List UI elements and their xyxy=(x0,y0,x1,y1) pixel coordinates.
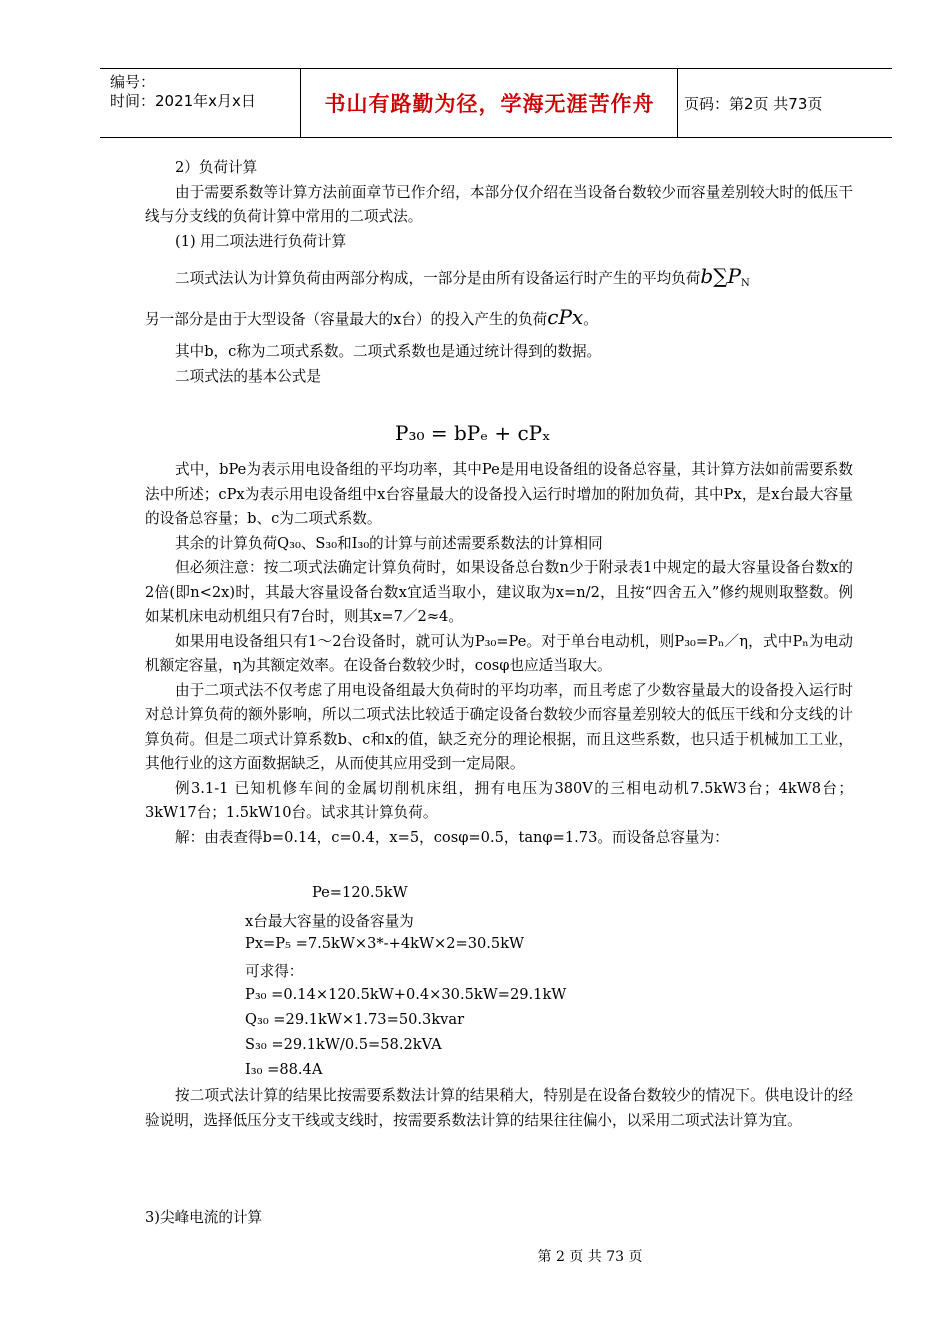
formula-p30: P₃₀ = bPₑ + cPₓ xyxy=(395,421,551,445)
document-body-conclusion xyxy=(145,1084,853,1133)
section-heading-load: 2）负荷计算 xyxy=(175,159,258,176)
paragraph-parts-2-end: 。 xyxy=(583,310,598,328)
paragraph-advantages: 由于二项式法不仅考虑了用电设备组最大负荷时的平均功率，而且考虑了少数容量最大的设备投入运行时对总计算负荷的额外影响，所以二项式法比较适于确定设备台数较少而容量差别较大的低压干线和分支线的计算负荷。但是二项式计算系数b、c和x的值，缺乏充分的理论根据，而且这些系数，也只适于机械加工工业，其他行业的这方面数据缺乏，从而使其应用受到一定局限。 xyxy=(145,681,853,772)
calc-i30: I₃₀ =88.4A xyxy=(245,1061,323,1078)
document-body-continued xyxy=(145,458,853,850)
calc-x-label: x台最大容量的设备容量为 xyxy=(245,913,414,930)
header-motto: 书山有路勤为径，学海无涯苦作舟 xyxy=(324,92,655,116)
doc-time-label: 时间：2021年x月x日 xyxy=(110,92,256,110)
header-page-info: 页码：第2页 共73页 xyxy=(684,94,823,113)
paragraph-coefficients: 其中b，c称为二项式系数。二项式系数也是通过统计得到的数据。 xyxy=(175,343,602,360)
paragraph-intro: 由于需要系数等计算方法前面章节已作介绍，本部分仅介绍在当设备台数较少而容量差别较大时的低压干线与分支线的负荷计算中常用的二项式法。 xyxy=(145,183,853,225)
header-divider xyxy=(300,69,301,137)
subheading-binomial: (1) 用二项法进行负荷计算 xyxy=(175,232,347,250)
calc-q30: Q₃₀ =29.1kW×1.73=50.3kvar xyxy=(245,1011,465,1028)
section-heading-peak: 3)尖峰电流的计算 xyxy=(145,1209,263,1226)
math-b-sum: b∑P xyxy=(700,264,741,288)
paragraph-rest: 其余的计算负荷Q₃₀、S₃₀和I₃₀的计算与前述需要系数法的计算相同 xyxy=(175,534,603,552)
page-footer: 第 2 页 共 73 页 xyxy=(537,1249,643,1265)
calc-s30: S₃₀ =29.1kW/0.5=58.2kVA xyxy=(245,1036,442,1053)
paragraph-single-device: 如果用电设备组只有1～2台设备时，就可认为P₃₀=Pe。对于单台电动机，则P₃₀=Pₙ／η，式中Pₙ为电动机额定容量，η为其额定效率。在设备台数较少时，cosφ也应适当取大。 xyxy=(145,632,853,674)
calc-pe: Pe=120.5kW xyxy=(312,884,408,901)
paragraph-solution: 解：由表查得b=0.14，c=0.4，x=5，cosφ=0.5，tanφ=1.73。而设备总容量为： xyxy=(175,828,729,846)
math-sub-n: N xyxy=(740,278,750,289)
paragraph-parts-2-text: 另一部分是由于大型设备（容量最大的x台）的投入产生的负荷 xyxy=(145,310,548,328)
math-cpx: cPx xyxy=(547,304,584,329)
paragraph-explain: 式中，bPe为表示用电设备组的平均功率，其中Pe是用电设备组的设备总容量，其计算方法如前需要系数法中所述；cPx为表示用电设备组中x台容量最大的设备投入运行时增加的附加负荷，其中Px，是x台最大容量的设备总容量；b、c为二项式系数。 xyxy=(145,461,853,527)
paragraph-parts-1-text: 二项式法认为计算负荷由两部分构成，一部分是由所有设备运行时产生的平均负荷 xyxy=(175,270,701,287)
page-header xyxy=(100,68,892,138)
doc-number-label: 编号： xyxy=(110,73,156,91)
header-meta xyxy=(110,73,256,111)
header-divider xyxy=(677,69,678,137)
document-body xyxy=(145,156,853,389)
calc-px: Px=P₅ =7.5kW×3*-+4kW×2=30.5kW xyxy=(245,935,525,952)
paragraph-note: 但必须注意：按二项式法确定计算负荷时，如果设备总台数n少于附录表1中规定的最大容量设备台数x的2倍(即n<2x)时，其最大容量设备台数x宜适当取小，建议取为x=n/2，且按“四舍五入”修约规则取整数。例如某机床电动机组只有7台时，则其x=7／2≈4。 xyxy=(145,559,853,625)
paragraph-example: 例3.1-1 已知机修车间的金属切削机床组，拥有电压为380V的三相电动机7.5kW3台；4kW8台；3kW17台；1.5kW10台。试求其计算负荷。 xyxy=(145,779,853,821)
calc-p30: P₃₀ =0.14×120.5kW+0.4×30.5kW=29.1kW xyxy=(245,986,567,1003)
paragraph-conclusion: 按二项式法计算的结果比按需要系数法计算的结果稍大，特别是在设备台数较少的情况下。供电设计的经验说明，选择低压分支干线或支线时，按需要系数法计算的结果往往偏小，以采用二项式法计算为宜。 xyxy=(145,1087,853,1129)
paragraph-parts-2 xyxy=(145,305,853,333)
calc-get: 可求得： xyxy=(245,963,304,980)
paragraph-formula-intro: 二项式法的基本公式是 xyxy=(175,367,321,385)
paragraph-parts-1 xyxy=(145,264,853,297)
document-body-next xyxy=(145,1206,853,1231)
math-b-sum-pn xyxy=(700,264,749,288)
